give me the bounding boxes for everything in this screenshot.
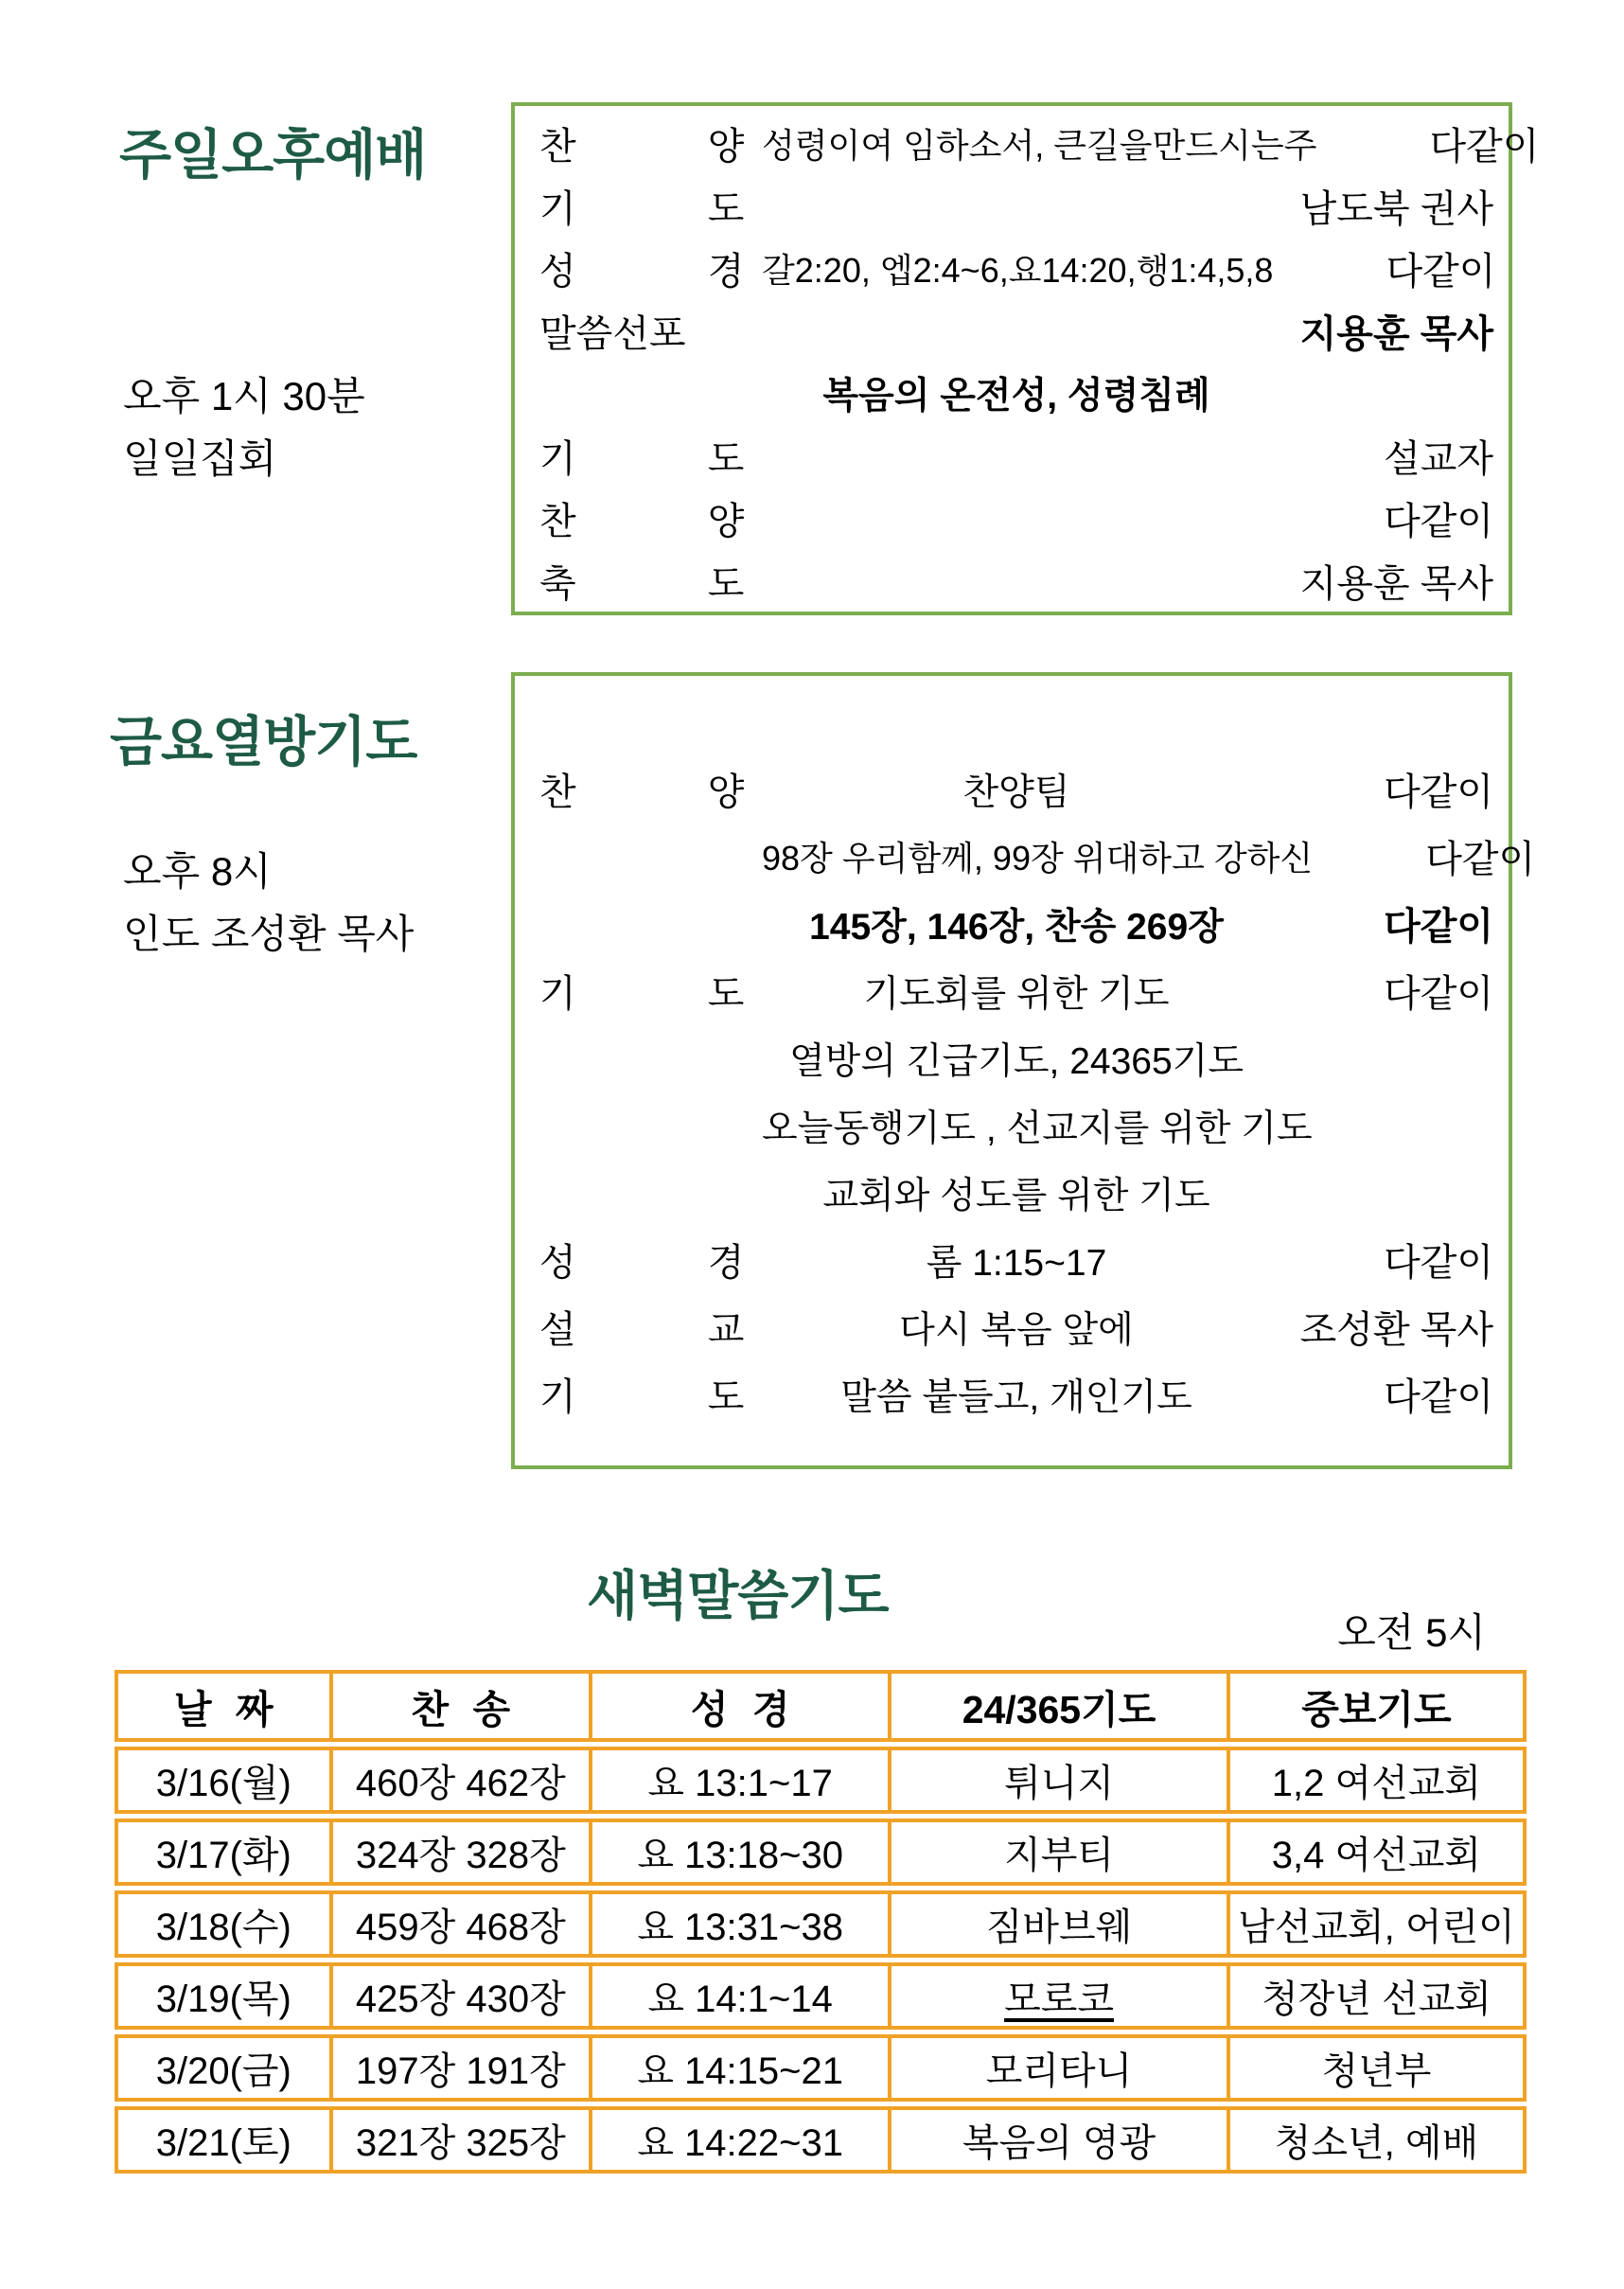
service-row	[539, 174, 1493, 237]
service-item-label: 성 경	[539, 1242, 745, 1284]
friday-time-text: 오후 8시	[123, 849, 272, 894]
table-row	[115, 1962, 1527, 2030]
intercession-cell: 3,4 여선교회	[1227, 1822, 1523, 1882]
service-item-label: 축 도	[539, 562, 745, 605]
service-item-label: 기 도	[539, 187, 745, 230]
service-item-person: 다같이	[1384, 906, 1493, 948]
table-row	[115, 1890, 1527, 1958]
hymn-cell: 197장 191장	[329, 2038, 590, 2098]
service-item-person: 다같이	[1425, 839, 1536, 880]
prayer-country-cell: 모리타니	[888, 2038, 1227, 2098]
service-item-content: 갈2:20, 엡2:4~6,요14:20,행1:4,5,8	[762, 250, 1274, 290]
table-row	[115, 1747, 1527, 1814]
service-row	[539, 823, 1536, 890]
service-item-person: 지용훈 목사	[1299, 562, 1493, 605]
dawn-prayer-table	[115, 1670, 1527, 2174]
column-header-hymn: 찬 송	[329, 1674, 590, 1738]
date-cell: 3/19(목)	[155, 1978, 291, 2020]
date-cell: 3/17(화)	[155, 1835, 291, 1876]
service-item-label: 찬 양	[539, 500, 745, 542]
friday-nations-prayer-subtitle	[123, 841, 414, 967]
prayer-topic-text: 열방의 긴급기도, 24365기도	[788, 1040, 1244, 1082]
prayer-country-cell: 복음의 영광	[888, 2110, 1227, 2170]
intercession-cell: 청년부	[1227, 2038, 1523, 2098]
service-item-label: 찬 양	[539, 772, 745, 813]
hymn-cell: 321장 325장	[329, 2110, 590, 2170]
prayer-topic-text: 교회와 성도를 위한 기도	[822, 1175, 1210, 1216]
dawn-word-prayer-title: 새벽말씀기도	[587, 1566, 889, 1625]
sermon-title-text: 복음의 온전성, 성령침례	[822, 376, 1210, 417]
date-cell: 3/18(수)	[155, 1907, 291, 1948]
scripture-cell: 요 14:1~14	[589, 1966, 888, 2026]
friday-prayer-order-box	[511, 672, 1536, 1469]
service-item-content: 찬양팀	[962, 772, 1070, 813]
hymn-cell: 324장 328장	[329, 1822, 590, 1882]
service-item-label: 기 도	[539, 437, 745, 480]
service-row	[539, 112, 1540, 174]
service-item-person: 다같이	[1429, 125, 1540, 168]
intercession-cell: 1,2 여선교회	[1227, 1750, 1523, 1810]
column-header-intercession: 중보기도	[1227, 1674, 1523, 1738]
prayer-country-cell: 지부티	[888, 1822, 1227, 1882]
service-item-label: 기 도	[539, 1376, 745, 1418]
service-row	[539, 755, 1493, 823]
table-row	[115, 1819, 1527, 1886]
prayer-topic-text: 기도회를 위한 기도	[863, 973, 1170, 1015]
scripture-cell: 요 13:1~17	[589, 1750, 888, 1810]
date-cell: 3/20(금)	[155, 2050, 291, 2092]
sunday-worship-order-box	[511, 102, 1540, 615]
sunday-afternoon-worship-title: 주일오후예배	[119, 125, 427, 186]
service-row	[539, 1091, 1493, 1159]
scripture-cell: 요 13:31~38	[589, 1894, 888, 1954]
prayer-topic-text: 말씀 붙들고, 개인기도	[840, 1376, 1192, 1418]
sunday-time-text: 오후 1시 30분	[123, 374, 365, 418]
service-row	[539, 1293, 1493, 1360]
service-item-label: 성 경	[539, 250, 745, 293]
table-row	[115, 2034, 1527, 2102]
dawn-time-text: 오전 5시	[1337, 1610, 1486, 1655]
scripture-cell: 요 14:15~21	[589, 2038, 888, 2098]
table-header-row	[115, 1670, 1527, 1742]
intercession-cell: 남선교회, 어린이	[1227, 1894, 1523, 1954]
intercession-cell: 청소년, 예배	[1227, 2110, 1523, 2170]
friday-nations-prayer-title: 금요열방기도	[110, 712, 417, 772]
service-item-person: 다같이	[1384, 1242, 1493, 1284]
date-cell: 3/21(토)	[155, 2122, 291, 2164]
service-item-person: 조성환 목사	[1299, 1309, 1493, 1351]
hymn-cell: 460장 462장	[329, 1750, 590, 1810]
hymn-list-text: 98장 우리함께, 99장 위대하고 강하신	[762, 839, 1314, 878]
service-row	[539, 1159, 1493, 1226]
service-row	[539, 549, 1493, 612]
service-item-person: 다같이	[1384, 500, 1493, 542]
scripture-cell: 요 13:18~30	[589, 1822, 888, 1882]
scripture-text: 롬 1:15~17	[926, 1242, 1107, 1284]
service-item-label: 설 교	[539, 1309, 745, 1351]
service-item-person: 다같이	[1384, 1376, 1493, 1418]
hymn-cell: 459장 468장	[329, 1894, 590, 1954]
hymn-cell: 425장 430장	[329, 1966, 590, 2026]
service-item-person: 남도북 권사	[1299, 187, 1493, 230]
date-cell: 3/16(월)	[155, 1763, 291, 1804]
service-item-person: 다같이	[1386, 250, 1496, 293]
service-row	[539, 1360, 1493, 1428]
service-row	[539, 299, 1493, 362]
service-item-label: 찬 양	[539, 125, 745, 168]
service-item-person: 지용훈 목사	[1299, 312, 1493, 355]
friday-leader-text: 인도 조성환 목사	[123, 912, 415, 957]
service-item-label: 기 도	[539, 973, 745, 1015]
hymn-list-text: 145장, 146장, 찬송 269장	[809, 906, 1224, 948]
service-item-person: 다같이	[1384, 973, 1493, 1015]
sunday-afternoon-worship-subtitle	[123, 365, 365, 491]
service-row	[539, 890, 1493, 957]
prayer-topic-text: 오늘동행기도 , 선교지를 위한 기도	[762, 1108, 1313, 1149]
table-row	[115, 2106, 1527, 2174]
service-row	[539, 487, 1493, 549]
sunday-note-text: 일일집회	[123, 436, 277, 482]
service-row	[539, 1226, 1493, 1293]
sermon-title-text: 다시 복음 앞에	[899, 1309, 1134, 1351]
intercession-cell: 청장년 선교회	[1227, 1966, 1523, 2026]
service-row	[539, 957, 1493, 1024]
service-row	[539, 362, 1493, 424]
service-item-person: 설교자	[1384, 437, 1493, 480]
column-header-24365-prayer: 24/365기도	[888, 1674, 1227, 1738]
prayer-country-cell: 짐바브웨	[888, 1894, 1227, 1954]
service-item-label: 말씀선포	[539, 312, 686, 355]
column-header-date: 날 짜	[173, 1687, 274, 1731]
column-header-scripture: 성 경	[589, 1674, 888, 1738]
service-item-person: 다같이	[1384, 772, 1493, 813]
service-row	[539, 237, 1496, 299]
scripture-cell: 요 14:22~31	[589, 2110, 888, 2170]
service-item-content: 성령이여 임하소서, 큰길을만드시는주	[762, 125, 1317, 165]
prayer-country-cell: 모로코	[888, 1966, 1227, 2026]
service-row	[539, 1024, 1493, 1091]
prayer-country-cell: 튀니지	[888, 1750, 1227, 1810]
service-row	[539, 424, 1493, 487]
